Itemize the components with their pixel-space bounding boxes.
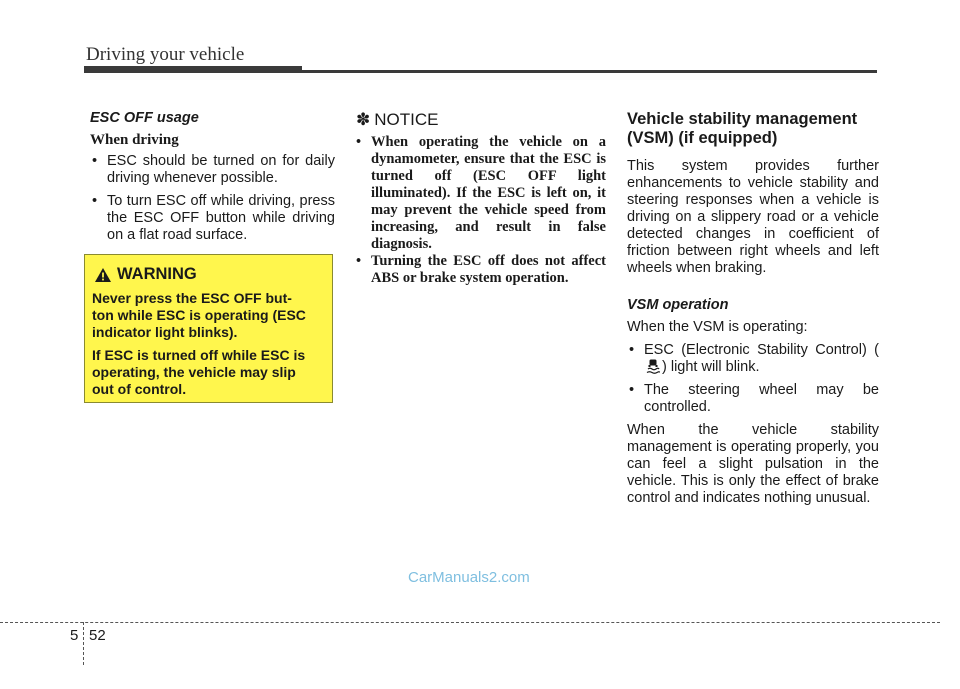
notice-bullet-text: When operating the vehicle on a dynamometer, ensure that the ESC is turned off (ESC OFF light illuminated). If the ESC is left on, it may prevent the vehicle speed from increasing, and result in false diagnosis. bbox=[371, 134, 606, 252]
bullet-dot: • bbox=[92, 153, 98, 169]
bullet-item bbox=[627, 382, 879, 416]
bullet-text: ESC should be turned on for daily driving whenever possible. bbox=[107, 153, 335, 186]
notice-bullet-item bbox=[356, 253, 606, 287]
subheading-when-driving: When driving bbox=[90, 132, 179, 148]
header-rule-thick bbox=[84, 66, 302, 73]
notice-heading bbox=[356, 110, 606, 130]
bullet-dot: • bbox=[356, 253, 362, 269]
section-heading-vsm: Vehicle stability management (VSM) (if equipped) bbox=[627, 110, 858, 147]
bullet-dot: • bbox=[92, 193, 98, 209]
warning-paragraph: Never press the ESC OFF but- ton while ESC is operating (ESC indicator light blinks). bbox=[92, 290, 306, 340]
bullet-dot: • bbox=[629, 342, 635, 358]
warning-paragraph: If ESC is turned off while ESC is operating, the vehicle may slip out of control. bbox=[92, 347, 306, 397]
bullet-text: To turn ESC off while driving, press the ESC OFF button while driving on a flat road surface. bbox=[107, 193, 335, 243]
warning-heading bbox=[94, 265, 324, 284]
header-rule-thin bbox=[302, 70, 877, 73]
notice-symbol-icon: ✽ bbox=[356, 110, 371, 129]
page-number: 52 bbox=[89, 627, 106, 644]
bullet-dot: • bbox=[629, 382, 635, 398]
footer-rule bbox=[0, 622, 940, 623]
warning-title: WARNING bbox=[117, 265, 197, 283]
bullet-text-before: ESC (Electronic Stability Control) ( bbox=[644, 342, 879, 358]
chapter-number: 5 bbox=[70, 627, 79, 644]
bullet-item bbox=[90, 193, 335, 244]
column-esc-off-usage bbox=[90, 110, 335, 250]
esc-indicator-icon bbox=[646, 359, 660, 374]
notice-bullet-item bbox=[356, 134, 606, 253]
notice-bullet-text: Turning the ESC off does not affect ABS or brake system operation. bbox=[371, 253, 606, 286]
section-heading-esc-off-usage: ESC OFF usage bbox=[90, 110, 199, 126]
bullet-text-after: ) light will blink. bbox=[662, 359, 760, 375]
vsm-intro-paragraph: This system provides further enhancements to vehicle stability and steering responses when a vehicle is driving on a slippery road or a vehicle detected changes in coefficient of friction between right wheels and left wheels when braking. bbox=[627, 158, 879, 276]
warning-triangle-icon bbox=[94, 267, 112, 283]
vsm-lead-text: When the VSM is operating: bbox=[627, 319, 808, 335]
footer-divider bbox=[83, 622, 84, 665]
vsm-closing-paragraph: When the vehicle stability management is operating properly, you can feel a slight pulsation in the vehicle. This is only the effect of brake control and indicates nothing unusual. bbox=[627, 422, 879, 506]
bullet-dot: • bbox=[356, 134, 362, 150]
column-notice bbox=[356, 110, 606, 287]
column-vsm bbox=[627, 110, 879, 513]
bullet-text: The steering wheel may be controlled. bbox=[644, 382, 879, 415]
notice-title: NOTICE bbox=[374, 110, 439, 129]
page-header-title: Driving your vehicle bbox=[86, 44, 245, 65]
bullet-item bbox=[627, 342, 879, 376]
warning-box bbox=[84, 254, 333, 403]
subheading-vsm-operation: VSM operation bbox=[627, 297, 729, 313]
watermark-link[interactable]: CarManuals2.com bbox=[408, 569, 530, 586]
bullet-item bbox=[90, 153, 335, 187]
